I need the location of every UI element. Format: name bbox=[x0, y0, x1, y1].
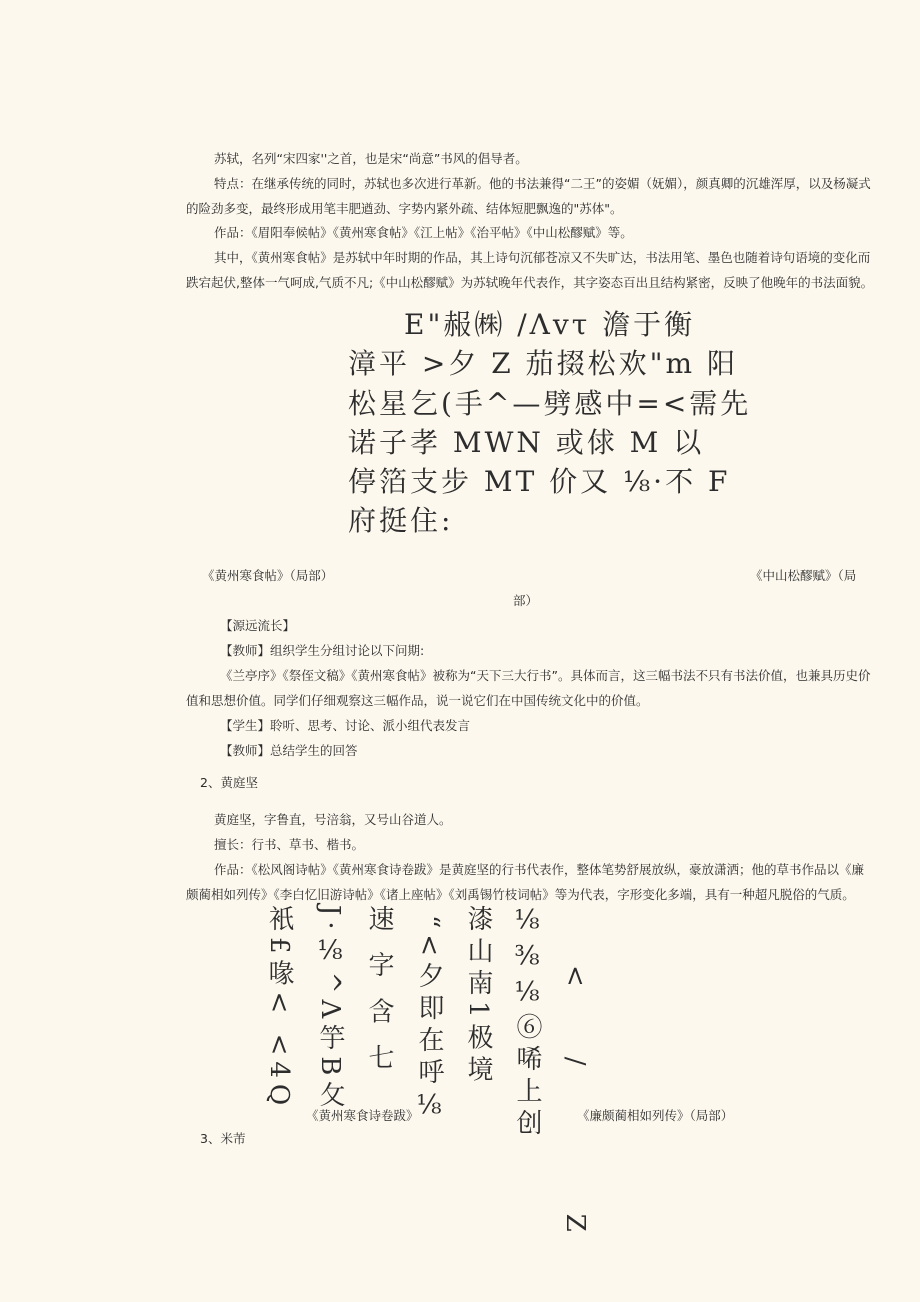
calligraphy-col: J·⅛^Λ竽B攵 bbox=[315, 905, 345, 1114]
caption-lianpo: 《廉颇蔺相如列传》（局部） bbox=[577, 1108, 734, 1123]
caption-zhongshan: 《中山松醪赋》（局 bbox=[750, 568, 857, 583]
calligraphy-row: 漳平 >夕 Z 茄掇松欢"m 阳 bbox=[348, 347, 738, 380]
caption-zhongshan-cont: 部） bbox=[513, 593, 539, 608]
calligraphy-col: “<夕即在呼⅛ bbox=[414, 915, 444, 1127]
huang-skills: 擅长：行书、草书、楷书。 bbox=[214, 837, 365, 852]
student-activity: 【学生】聆听、思考、讨论、派小组代表发言 bbox=[220, 718, 471, 733]
huang-intro: 黄庭坚，字鲁直，号涪翁，又号山谷道人。 bbox=[214, 812, 452, 827]
calligraphy-row: 停箔支步 MT 价又 ⅛·不 F bbox=[348, 465, 731, 498]
discussion-question: 《兰亭序》《祭侄文稿》《黄州寒食帖》被称为“天下三大行书”。具体而言，这三幅书法不只有书法价值，也兼具历史价值和思想价值。同学们仔细观察这三幅作品，说一说它们在中国传统文化中的价值。 bbox=[186, 668, 871, 708]
su-shi-features: 特点：在继承传统的同时，苏轼也多次进行革新。他的书法兼得“二王”的姿媚（妩媚），颜真卿的沉雄浑厚，以及杨凝式的险劲多变，最终形成用笔丰肥遒劲、字势内紧外疏、结体短肥飘逸的"苏体"。 bbox=[186, 176, 871, 216]
heading-huang-tingjian: 2、黄庭坚 bbox=[200, 775, 258, 790]
caption-huangzhou: 《黄州寒食帖》（局部） bbox=[202, 568, 334, 583]
section-heading-yuanyuan: 【源远流长】 bbox=[220, 618, 296, 633]
teacher-summary: 【教师】总结学生的回答 bbox=[220, 743, 358, 758]
su-shi-works: 作品：《眉阳奉候帖》《黄州寒食帖》《江上帖》《治平帖》《中山松醪赋》等。 bbox=[214, 225, 633, 240]
heading-mi-fu: 3、米芾 bbox=[200, 1131, 246, 1146]
calligraphy-col: </ Z bbox=[560, 965, 590, 1302]
calligraphy-col: 衹£喙< <4Q bbox=[264, 905, 294, 1112]
calligraphy-row: E"赧㈱ /Λvτ 澹于衡 bbox=[404, 308, 696, 341]
calligraphy-image-huangzhou bbox=[340, 300, 752, 540]
calligraphy-row: 松星乞(手^—劈感中=<需先 bbox=[348, 387, 752, 420]
caption-huangzhou-ba: 《黄州寒食诗卷跋》 bbox=[306, 1108, 419, 1123]
calligraphy-row: 府挺住: bbox=[348, 504, 454, 537]
calligraphy-col: ⅛⅜⅛⑥唏上创 bbox=[512, 905, 542, 1141]
su-shi-detail: 其中，《黄州寒食帖》是苏轼中年时期的作品，其上诗句沉郁苍凉又不失旷达，书法用笔、墨色也随着诗句语境的变化而跌宕起伏,整体一气呵成,气质不凡;《中山松醪赋》为苏轼晚年代表作，其字姿态百出且结构紧密，反映了他晚年的书法面貌。 bbox=[186, 250, 874, 290]
calligraphy-col: 速 字 含 七 bbox=[364, 905, 394, 1076]
su-shi-intro: 苏轼，名列“宋四家''之首，也是宋“尚意”书风的倡导者。 bbox=[214, 151, 528, 166]
calligraphy-col: 漆山南1极境 bbox=[463, 905, 493, 1088]
huang-works: 作品：《松风阁诗帖》《黄州寒食诗卷跋》是黄庭坚的行书代表作，整体笔势舒展放纵，豪放潇洒；他的草书作品以《廉颇蔺相如列传》《李白忆旧游诗帖》《诸上座帖》《刘禹锡竹枝词帖》等为代表，字形变化多端，具有一种超凡脱俗的气质。 bbox=[186, 862, 865, 902]
teacher-prompt: 【教师】组织学生分组讨论以下问期: bbox=[220, 643, 425, 658]
calligraphy-row: 诺子孝 MWN 或俅 M 以 bbox=[348, 426, 705, 459]
